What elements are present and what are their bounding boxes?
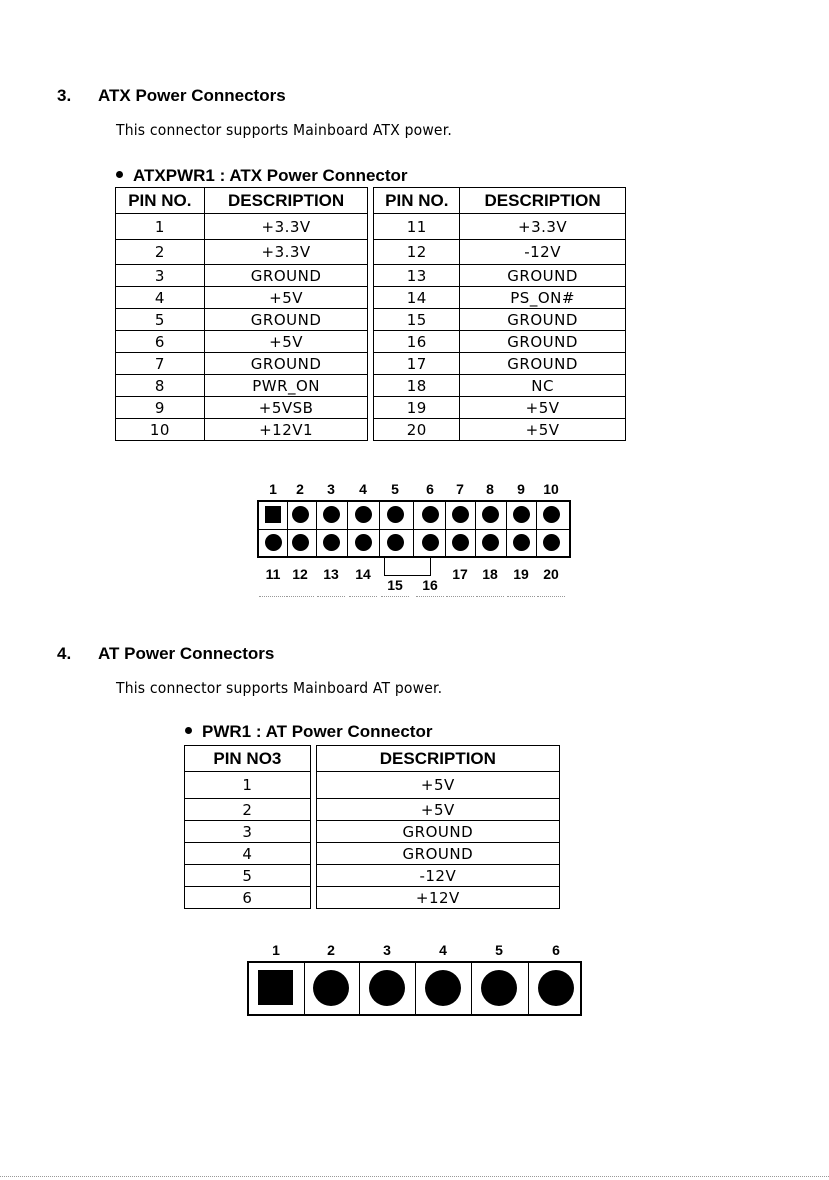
round-pin-icon: [313, 970, 349, 1006]
pin-label: 15: [387, 577, 403, 593]
pin-description-cell: GROUND: [204, 309, 368, 331]
round-pin-icon: [481, 970, 517, 1006]
square-pin-icon: [265, 506, 281, 523]
pin-number-cell: 15: [374, 309, 460, 331]
table-row: [116, 375, 626, 397]
pin-description-cell: +5V: [204, 331, 368, 353]
pin-number-cell: 12: [374, 240, 460, 265]
pin-description-cell: +5VSB: [204, 397, 368, 419]
column-divider: [413, 500, 414, 558]
pin-label: 2: [327, 942, 335, 958]
bullet-icon: [116, 171, 123, 178]
pin-label: 1: [272, 942, 280, 958]
column-header: DESCRIPTION: [204, 188, 368, 214]
table-header-row: [185, 746, 560, 772]
pin-number-cell: 5: [116, 309, 205, 331]
column-divider: [316, 500, 317, 558]
square-pin-icon: [258, 970, 293, 1005]
pin-label: 4: [439, 942, 447, 958]
pin-number-cell: 18: [374, 375, 460, 397]
column-header: DESCRIPTION: [316, 746, 559, 772]
label-underline: [476, 596, 504, 597]
pin-description-cell: +3.3V: [460, 214, 626, 240]
label-underline: [349, 596, 377, 597]
pin-label: 6: [426, 481, 434, 497]
pin-number-cell: 1: [185, 772, 311, 799]
connector-subtitle-text: ATXPWR1 : ATX Power Connector: [133, 166, 408, 185]
round-pin-icon: [543, 506, 560, 523]
column-divider: [415, 961, 416, 1016]
column-divider: [445, 500, 446, 558]
pin-label: 6: [552, 942, 560, 958]
round-pin-icon: [369, 970, 405, 1006]
column-header: PIN NO.: [116, 188, 205, 214]
label-underline: [381, 596, 409, 597]
label-underline: [259, 596, 287, 597]
column-header: DESCRIPTION: [460, 188, 626, 214]
round-pin-icon: [323, 506, 340, 523]
pin-description-cell: GROUND: [460, 331, 626, 353]
pin-label: 1: [269, 481, 277, 497]
pin-description-cell: PWR_ON: [204, 375, 368, 397]
pin-label: 5: [495, 942, 503, 958]
table-row: [116, 265, 626, 287]
bracket: [384, 575, 431, 576]
table-row: [116, 397, 626, 419]
label-underline: [416, 596, 444, 597]
table-row: [185, 865, 560, 887]
pin-number-cell: 4: [116, 287, 205, 309]
pin-number-cell: 3: [116, 265, 205, 287]
pin-number-cell: 14: [374, 287, 460, 309]
pin-number-cell: 16: [374, 331, 460, 353]
pin-label: 11: [265, 566, 281, 582]
round-pin-icon: [425, 970, 461, 1006]
round-pin-icon: [513, 534, 530, 551]
table-row: [185, 843, 560, 865]
pin-number-cell: 20: [374, 419, 460, 441]
round-pin-icon: [543, 534, 560, 551]
round-pin-icon: [513, 506, 530, 523]
pin-description-cell: -12V: [460, 240, 626, 265]
connector-subtitle: [185, 722, 432, 742]
pin-number-cell: 5: [185, 865, 311, 887]
pin-description-cell: PS_ON#: [460, 287, 626, 309]
table-row: [185, 887, 560, 909]
column-divider: [506, 500, 507, 558]
footer-rule: [0, 1176, 829, 1177]
at-pin-table: [184, 745, 560, 909]
pin-description-cell: +5V: [460, 419, 626, 441]
pin-description-cell: GROUND: [460, 265, 626, 287]
label-underline: [317, 596, 345, 597]
row-divider: [257, 529, 571, 530]
round-pin-icon: [292, 534, 309, 551]
section-number: 3.: [57, 86, 72, 105]
pin-label: 12: [292, 566, 308, 582]
pin-label: 13: [323, 566, 339, 582]
column-divider: [475, 500, 476, 558]
pin-number-cell: 10: [116, 419, 205, 441]
table-row: [185, 821, 560, 843]
pin-label: 9: [517, 481, 525, 497]
pin-number-cell: 9: [116, 397, 205, 419]
section-number: 4.: [57, 644, 72, 663]
label-underline: [507, 596, 535, 597]
pin-number-cell: 4: [185, 843, 311, 865]
pin-number-cell: 17: [374, 353, 460, 375]
pin-label: 17: [452, 566, 468, 582]
pin-number-cell: 2: [116, 240, 205, 265]
column-divider: [287, 500, 288, 558]
table-row: [185, 799, 560, 821]
section-title: AT Power Connectors: [98, 644, 275, 663]
pin-description-cell: +3.3V: [204, 214, 368, 240]
round-pin-icon: [452, 534, 469, 551]
table-header-row: [116, 188, 626, 214]
pin-number-cell: 1: [116, 214, 205, 240]
pin-label: 10: [543, 481, 559, 497]
pin-label: 18: [482, 566, 498, 582]
pin-number-cell: 7: [116, 353, 205, 375]
pin-number-cell: 11: [374, 214, 460, 240]
pin-label: 19: [513, 566, 529, 582]
round-pin-icon: [323, 534, 340, 551]
pin-description-cell: GROUND: [316, 843, 559, 865]
column-divider: [528, 961, 529, 1016]
pin-label: 7: [456, 481, 464, 497]
section-intro: This connector supports Mainboard ATX power.: [116, 121, 452, 139]
table-row: [116, 419, 626, 441]
column-divider: [536, 500, 537, 558]
bracket: [430, 558, 431, 575]
table-row: [185, 772, 560, 799]
pin-description-cell: GROUND: [204, 353, 368, 375]
round-pin-icon: [422, 506, 439, 523]
round-pin-icon: [452, 506, 469, 523]
round-pin-icon: [355, 506, 372, 523]
pin-label: 8: [486, 481, 494, 497]
column-divider: [304, 961, 305, 1016]
pin-label: 3: [383, 942, 391, 958]
pin-number-cell: 19: [374, 397, 460, 419]
label-underline: [286, 596, 314, 597]
table-row: [116, 287, 626, 309]
pin-number-cell: 3: [185, 821, 311, 843]
round-pin-icon: [265, 534, 282, 551]
pin-label: 2: [296, 481, 304, 497]
column-header: PIN NO3: [185, 746, 311, 772]
pin-number-cell: 13: [374, 265, 460, 287]
pin-label: 20: [543, 566, 559, 582]
round-pin-icon: [538, 970, 574, 1006]
column-divider: [347, 500, 348, 558]
pin-description-cell: GROUND: [204, 265, 368, 287]
pin-description-cell: NC: [460, 375, 626, 397]
round-pin-icon: [482, 534, 499, 551]
pin-label: 14: [355, 566, 371, 582]
connector-subtitle: [116, 166, 408, 186]
pin-description-cell: +12V1: [204, 419, 368, 441]
pin-description-cell: +5V: [316, 772, 559, 799]
table-row: [116, 331, 626, 353]
section-title: ATX Power Connectors: [98, 86, 286, 105]
label-underline: [537, 596, 565, 597]
round-pin-icon: [482, 506, 499, 523]
pin-description-cell: +5V: [316, 799, 559, 821]
pin-description-cell: -12V: [316, 865, 559, 887]
pin-description-cell: +5V: [204, 287, 368, 309]
pin-label: 16: [422, 577, 438, 593]
round-pin-icon: [422, 534, 439, 551]
bracket: [384, 558, 385, 575]
round-pin-icon: [387, 534, 404, 551]
pin-label: 4: [359, 481, 367, 497]
pin-number-cell: 6: [116, 331, 205, 353]
column-divider: [471, 961, 472, 1016]
pin-label: 3: [327, 481, 335, 497]
column-divider: [359, 961, 360, 1016]
pin-description-cell: +12V: [316, 887, 559, 909]
section-intro: This connector supports Mainboard AT power.: [116, 679, 443, 697]
connector-subtitle-text: PWR1 : AT Power Connector: [202, 722, 433, 741]
table-row: [116, 309, 626, 331]
pin-label: 5: [391, 481, 399, 497]
pin-description-cell: +3.3V: [204, 240, 368, 265]
pin-description-cell: GROUND: [316, 821, 559, 843]
table-row: [116, 214, 626, 240]
round-pin-icon: [387, 506, 404, 523]
pin-number-cell: 8: [116, 375, 205, 397]
round-pin-icon: [292, 506, 309, 523]
pin-description-cell: GROUND: [460, 309, 626, 331]
pin-number-cell: 6: [185, 887, 311, 909]
column-header: PIN NO.: [374, 188, 460, 214]
pin-number-cell: 2: [185, 799, 311, 821]
round-pin-icon: [355, 534, 372, 551]
column-divider: [379, 500, 380, 558]
pin-description-cell: +5V: [460, 397, 626, 419]
table-row: [116, 353, 626, 375]
pin-description-cell: GROUND: [460, 353, 626, 375]
atx-pin-table: [115, 187, 626, 441]
label-underline: [446, 596, 474, 597]
table-row: [116, 240, 626, 265]
bullet-icon: [185, 727, 192, 734]
